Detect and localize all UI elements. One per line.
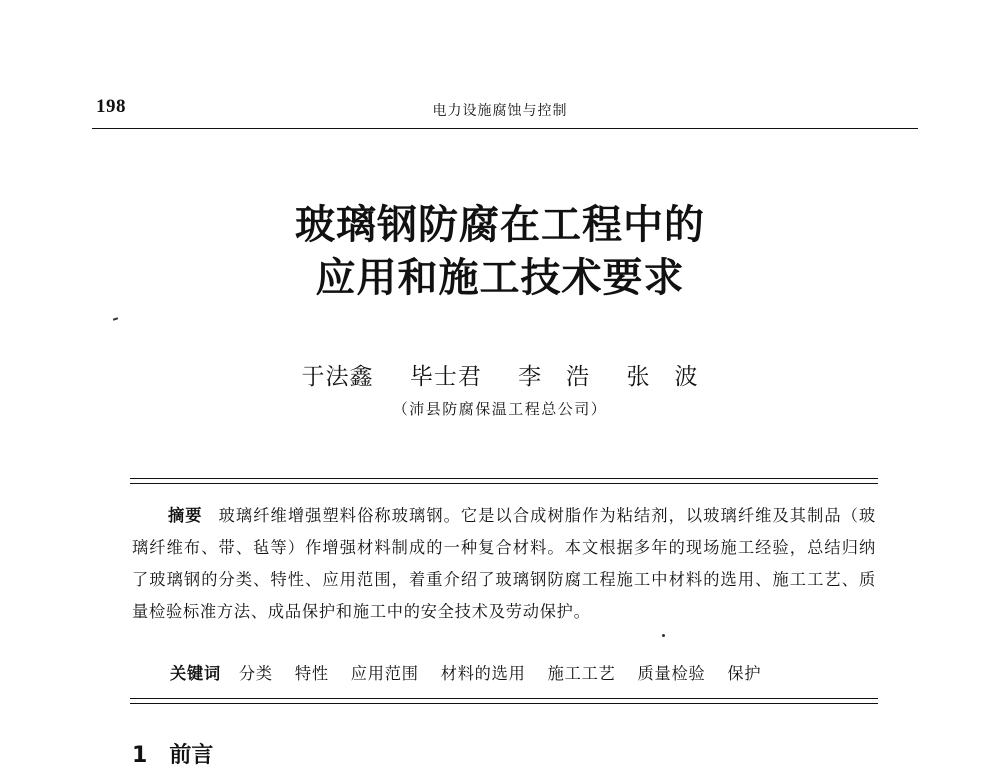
abstract-top-rule	[130, 478, 878, 484]
article-title-line-1: 玻璃钢防腐在工程中的	[295, 201, 705, 248]
abstract-text: 玻璃纤维增强塑料俗称玻璃钢。它是以合成树脂作为粘结剂，以玻璃纤维及其制品（玻璃纤维布、带、毡等）作增强材料制成的一种复合材料。本文根据多年的现场施工经验，总结归纳了玻璃钢的分类、特性、应用范围，着重介绍了玻璃钢防腐工程施工中材料的选用、施工工艺、质量检验标准方法、成品保护和施工中的安全技术及劳动保护。	[132, 506, 876, 621]
page-number: 198	[96, 96, 126, 117]
author-name: 李 浩	[518, 364, 591, 390]
keywords	[170, 662, 777, 686]
author-name: 于法鑫	[301, 364, 374, 390]
keyword: 应用范围	[350, 664, 419, 683]
header-rule	[92, 128, 918, 129]
abstract	[132, 500, 876, 628]
scan-artifact-mark	[113, 317, 118, 321]
abstract-label: 摘要	[168, 506, 203, 525]
scan-artifact-dot	[662, 634, 665, 637]
keyword: 保护	[727, 664, 762, 683]
section-number: 1	[132, 743, 148, 768]
author-name: 毕士君	[409, 364, 482, 390]
section-heading	[132, 738, 213, 769]
keyword: 特性	[294, 664, 329, 683]
abstract-bottom-rule	[130, 698, 878, 704]
keywords-label: 关键词	[170, 664, 221, 683]
affiliation: （沛县防腐保温工程总公司）	[392, 400, 608, 418]
author-list	[0, 358, 1000, 391]
keyword: 材料的选用	[440, 664, 526, 683]
keyword: 分类	[238, 664, 273, 683]
author-name: 张 波	[626, 364, 699, 390]
keyword: 施工工艺	[547, 664, 616, 683]
section-title: 前言	[169, 743, 214, 768]
article-title-line-2: 应用和施工技术要求	[315, 254, 685, 301]
keyword: 质量检验	[637, 664, 706, 683]
journal-title: 电力设施腐蚀与控制	[432, 103, 568, 119]
